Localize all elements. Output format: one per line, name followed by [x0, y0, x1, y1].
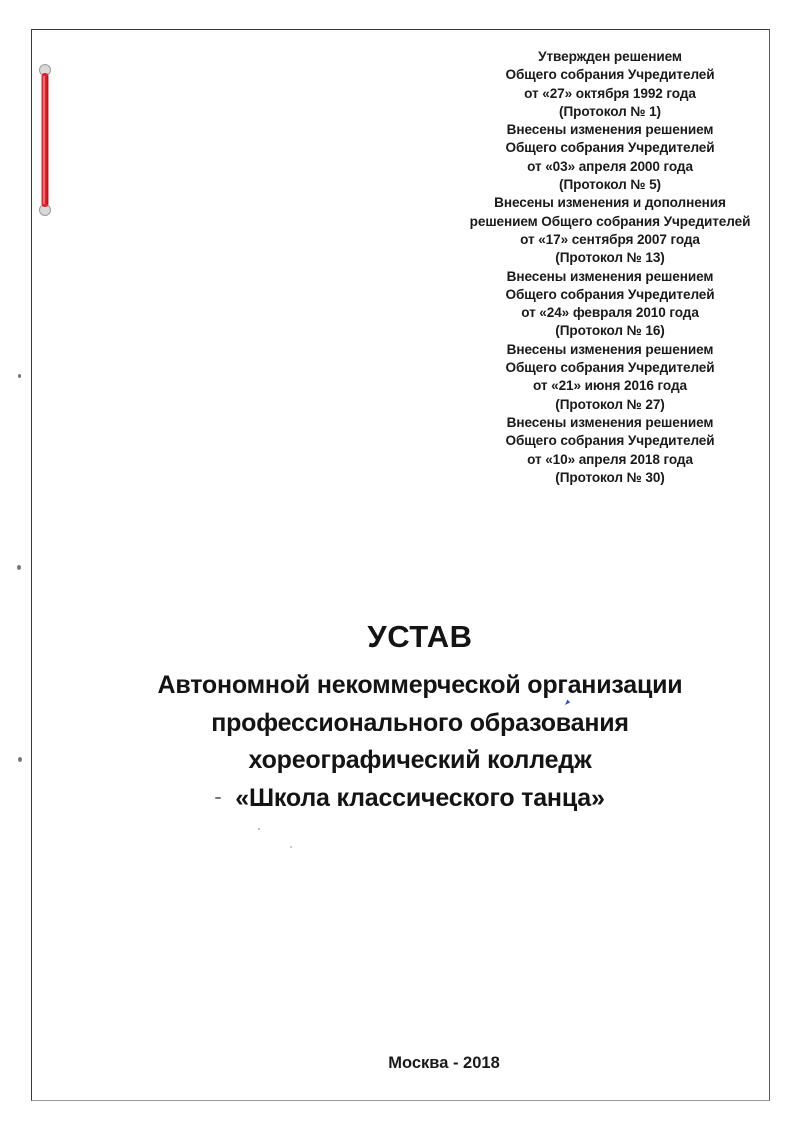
approval-line: от «24» февраля 2010 года [521, 305, 699, 321]
scan-speck [258, 828, 260, 830]
approval-line: Внесены изменения решением [506, 414, 714, 430]
organization-name-line: Автономной некоммерческой организации [157, 671, 683, 699]
approval-line: от «21» июня 2016 года [533, 378, 687, 394]
place-and-year: Москва - 2018 [388, 1054, 500, 1072]
organization-name-line: «Школа классического танца» [235, 783, 605, 812]
approval-line: от «27» октября 1992 года [524, 85, 696, 101]
scan-speck [215, 797, 221, 799]
organization-name-line: профессионального образования [211, 708, 629, 737]
approval-line: решением Общего собрания Учредителей [469, 213, 751, 229]
approval-stamp-text [440, 48, 780, 487]
approval-line: (Протокол № 16) [555, 323, 665, 339]
approval-line: (Протокол № 1) [559, 103, 661, 119]
approval-line: Общего собрания Учредителей [505, 433, 715, 449]
binding-thread-icon [38, 62, 54, 218]
scan-speck [17, 565, 21, 570]
approval-line: (Протокол № 27) [555, 396, 665, 412]
document-title: УСТАВ [367, 619, 473, 654]
organization-name-line: хореографический колледж [248, 746, 592, 774]
document-heading [0, 617, 800, 817]
approval-line: от «03» апреля 2000 года [527, 158, 693, 174]
approval-line: от «10» апреля 2018 года [527, 451, 693, 467]
scan-speck [18, 374, 21, 378]
organization-name [0, 667, 800, 817]
approval-line: (Протокол № 5) [559, 177, 661, 193]
approval-line: (Протокол № 13) [555, 250, 665, 266]
approval-line: Внесены изменения решением [506, 268, 714, 284]
approval-line: Внесены изменения и дополнения [494, 195, 726, 211]
scan-speck [18, 757, 22, 762]
scan-speck [290, 846, 292, 848]
approval-line: Общего собрания Учредителей [505, 67, 715, 83]
approval-line: Утвержден решением [538, 49, 682, 64]
approval-line: Общего собрания Учредителей [505, 140, 715, 156]
approval-line: Внесены изменения решением [506, 341, 714, 357]
approval-line: от «17» сентября 2007 года [520, 231, 700, 247]
approval-line: Общего собрания Учредителей [505, 360, 715, 376]
approval-line: (Протокол № 30) [555, 469, 665, 485]
approval-line: Внесены изменения решением [506, 122, 714, 138]
pen-mark-icon [564, 698, 571, 707]
approval-line: Общего собрания Учредителей [505, 286, 715, 302]
